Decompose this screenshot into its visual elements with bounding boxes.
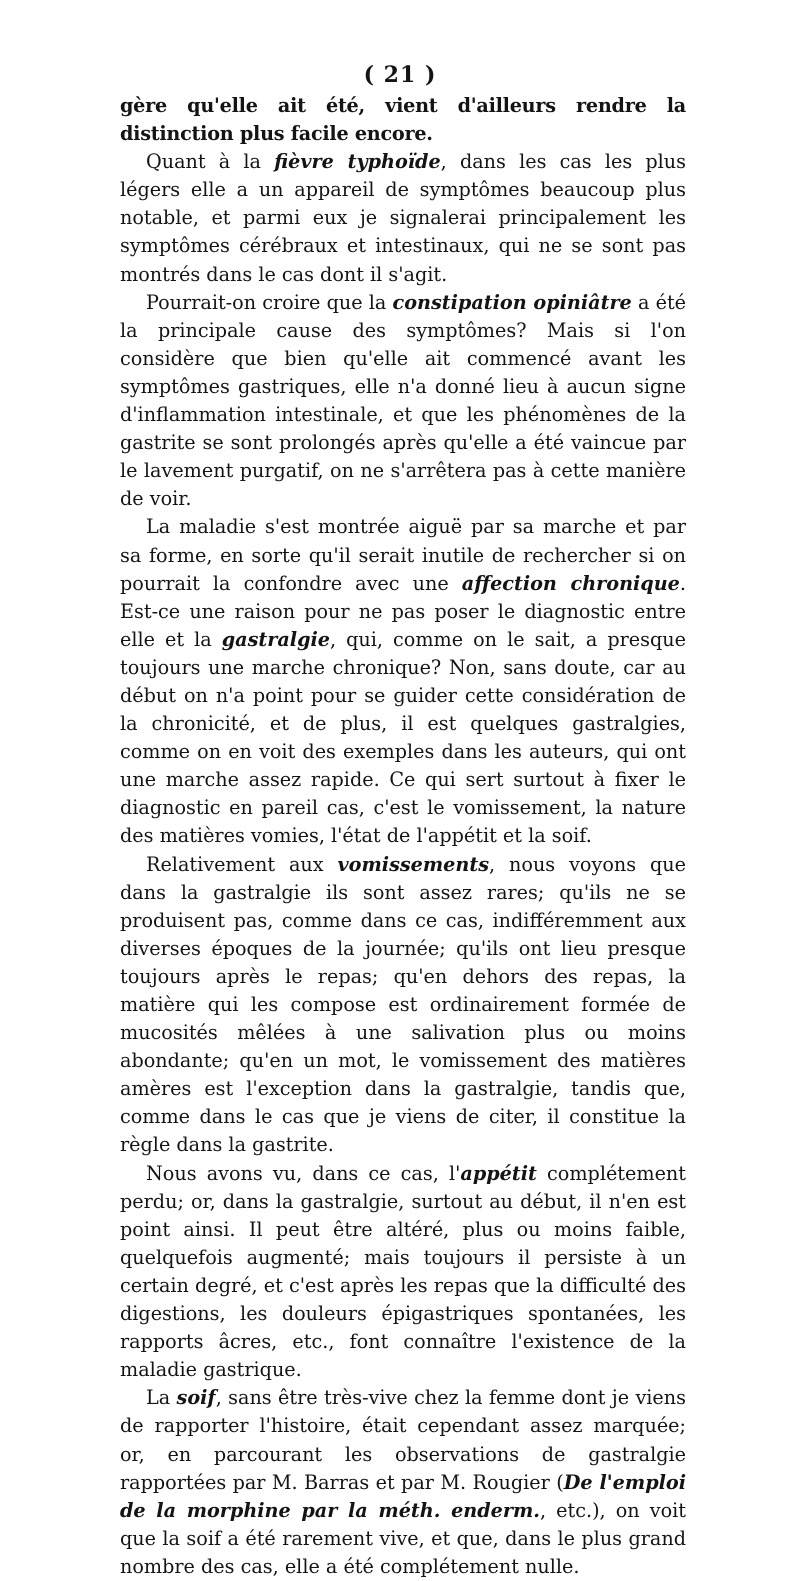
text-run: Pourrait-on croire que la xyxy=(146,290,393,314)
emphasis-term: fièvre typhoïde xyxy=(274,150,441,174)
text-run: a été la principale cause des symptômes? Mais si l'on considère que bien qu'elle ait commencé avant les symptômes gastriques, elle n'a donné lieu à aucun signe d'inflammation intestinale, et que les phénomènes de la gastrite se sont prolongés après qu'elle a été vaincue par le lavement purgatif, on ne s'arrêtera pas à cette manière de voir. xyxy=(120,290,687,511)
text-run: Nous avons vu, dans ce cas, l' xyxy=(146,1161,461,1185)
emphasis-term: vomissements xyxy=(337,852,490,876)
text-run: , etc.), on voit que la soif a été rarement vive, et que, dans le plus grand nombre des cas, elle a été complétement nulle. xyxy=(120,1498,686,1578)
paragraph-continuation xyxy=(120,92,686,148)
paragraph-soif xyxy=(120,1384,686,1581)
text-run: La xyxy=(146,1386,177,1410)
text-run: La maladie s'est montrée aiguë par sa marche et par sa forme, en sorte qu'il serait inutile de rechercher si on pourrait la confondre avec une xyxy=(120,515,686,595)
emphasis-term: soif xyxy=(176,1386,216,1410)
text-run: , sans être très-vive chez la femme dont je viens de rapporter l'histoire, était cependant assez marquée; or, en parcourant les observations de gastralgie rapportées par M. Barras et par M. Rougier ( xyxy=(120,1386,686,1494)
page-number: ( 21 ) xyxy=(363,62,437,88)
text-run: . Est-ce une raison pour ne pas poser le diagnostic entre elle et la xyxy=(120,571,686,651)
text-run: , qui, comme on le sait, a presque toujours une marche chronique? Non, sans doute, car au début on n'a point pour se guider cette considération de la chronicité, et de plus, il est quelques gastralgies, comme on en voit des exemples dans les auteurs, qui ont une marche assez rapide. Ce qui sert surtout à fixer le diagnostic en pareil cas, c'est le vomissement, la nature des matières vomies, l'état de l'appétit et la soif. xyxy=(120,627,686,848)
paragraph-constipation xyxy=(120,289,686,514)
emphasis-term: constipation opiniâtre xyxy=(392,290,632,314)
emphasis-title: De l'emploi de la morphine par la méth. enderm. xyxy=(120,1470,686,1522)
paragraph-fievre-typhoide xyxy=(120,148,686,288)
text-run: , nous voyons que dans la gastralgie ils sont assez rares; qu'ils ne se produisent pas, comme dans ce cas, indifféremment aux diverses époques de la journée; qu'ils ont lieu presque toujours après le repas; qu'en dehors des repas, la matière qui les compose est ordinairement formée de mucosités mêlées à une salivation plus ou moins abondante; qu'en un mot, le vomissement des matières amères est l'exception dans la gastralgie, tandis que, comme dans le cas que je viens de citer, il constitue la règle dans la gastrite. xyxy=(120,852,687,1157)
paragraph-appetit xyxy=(120,1160,686,1385)
paragraph-maladie-aigue xyxy=(120,513,686,850)
paragraph-vomissements xyxy=(120,851,686,1160)
text-run: , dans les cas les plus légers elle a un appareil de symptômes beaucoup plus notable, et parmi eux je signalerai principalement les symptômes cérébraux et intestinaux, qui ne se sont pas montrés dans le cas dont il s'agit. xyxy=(120,150,686,286)
text-run: complétement perdu; or, dans la gastralgie, surtout au début, il n'en est point ainsi. Il peut être altéré, plus ou moins faible, quelquefois augmenté; mais toujours il persiste à un certain degré, et c'est après les repas que la difficulté des digestions, les douleurs épigastriques spontanées, les rapports âcres, etc., font connaître l'existence de la maladie gastrique. xyxy=(120,1161,686,1382)
emphasis-term: appétit xyxy=(460,1161,537,1185)
text-run: Quant à la xyxy=(146,150,275,174)
text-run: gère qu'elle ait été, vient d'ailleurs rendre la distinction plus facile encore. xyxy=(120,94,686,146)
emphasis-term: gastralgie xyxy=(221,627,330,651)
emphasis-term: affection chronique xyxy=(461,571,680,595)
text-run: Relativement aux xyxy=(146,852,338,876)
body-text xyxy=(120,92,686,1581)
